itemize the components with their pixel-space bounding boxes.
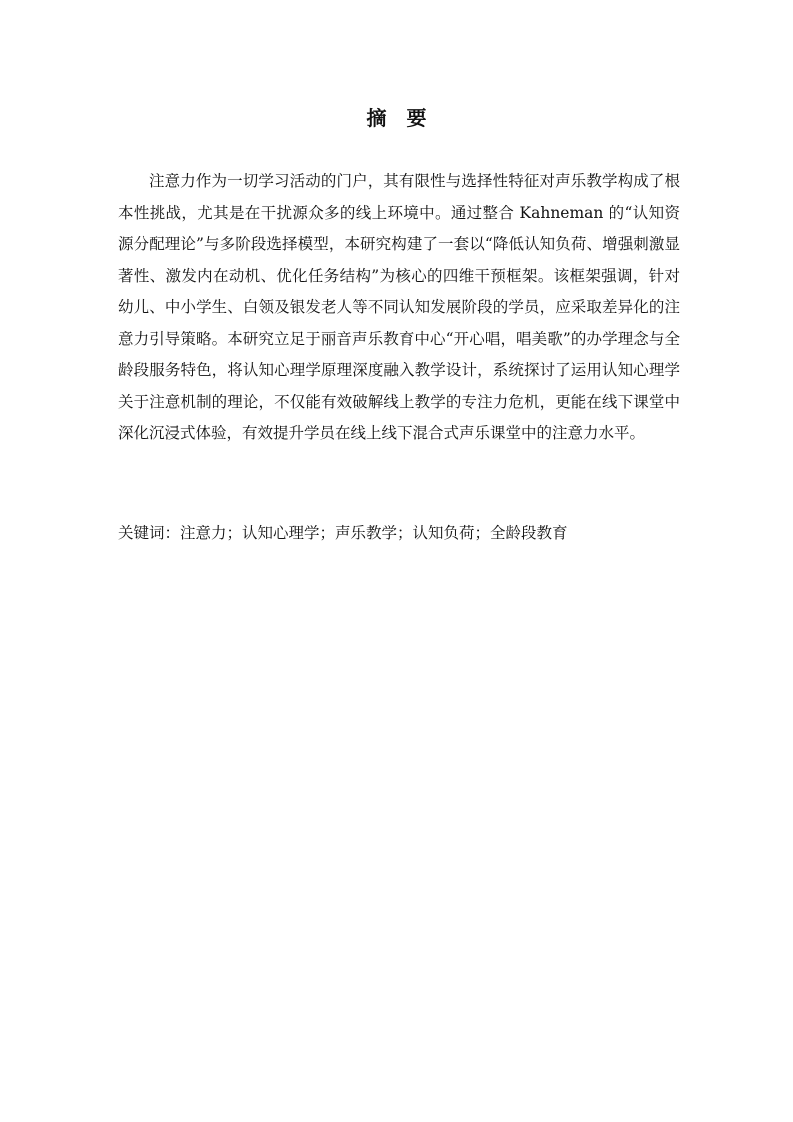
abstract-title: 摘 要 <box>366 106 427 130</box>
abstract-body: 注意力作为一切学习活动的门户，其有限性与选择性特征对声乐教学构成了根本性挑战，尤其是在干扰源众多的线上环境中。通过整合 Kahneman 的“认知资源分配理论”与多阶段选择模型，本研究构建了一套以“降低认知负荷、增强刺激显著性、激发内在动机、优化任务结构”为核心的四维干预框架。该框架强调，针对幼儿、中小学生、白领及银发老人等不同认知发展阶段的学员，应采取差异化的注意力引导策略。本研究立足于丽音声乐教育中心“开心唱，唱美歌”的办学理念与全龄段服务特色，将认知心理学原理深度融入教学设计，系统探讨了运用认知心理学关于注意机制的理论，不仅能有效破解线上教学的专注力危机，更能在线下课堂中深化沉浸式体验，有效提升学员在线上线下混合式声乐课堂中的注意力水平。 <box>118 172 680 442</box>
keywords-line: 关键词：注意力；认知心理学；声乐教学；认知负荷；全龄段教育 <box>118 524 568 542</box>
